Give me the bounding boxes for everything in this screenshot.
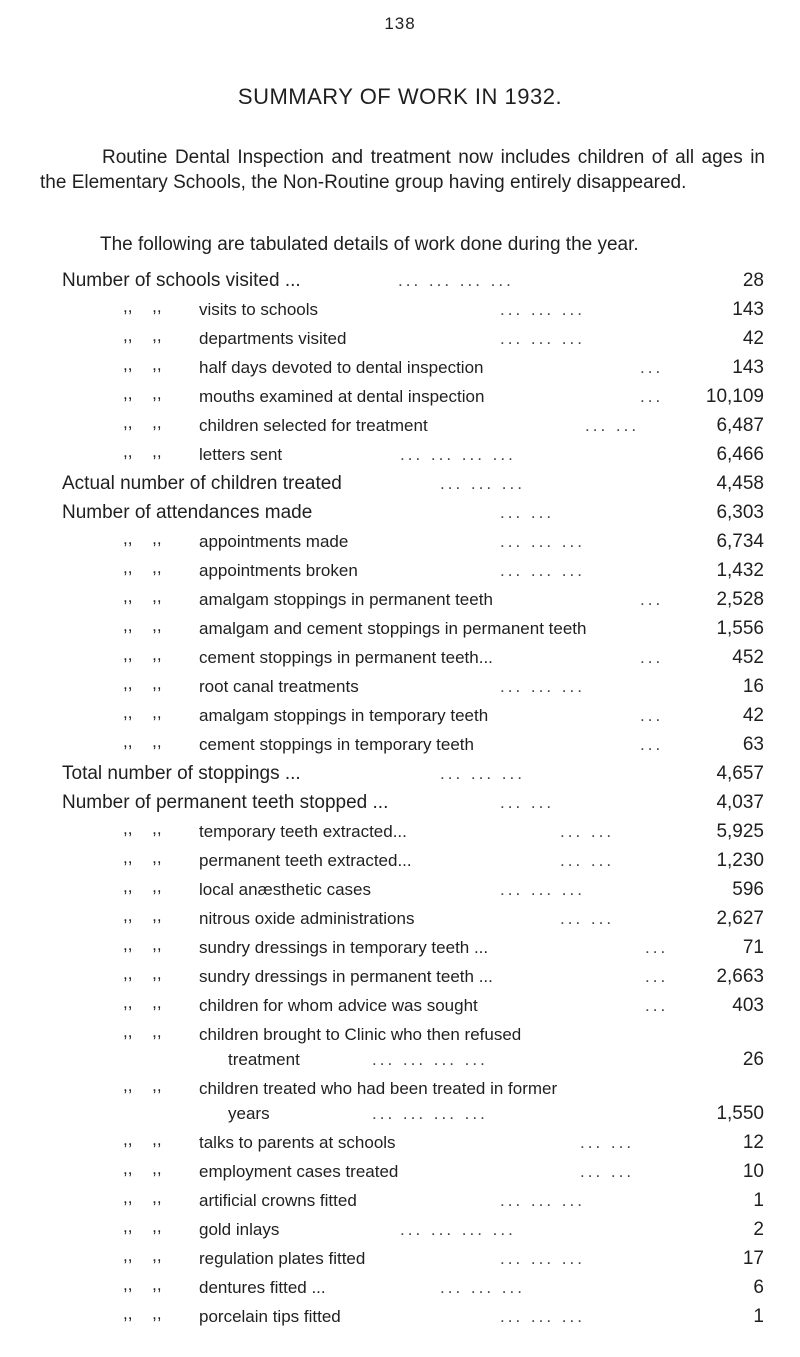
row-leader-dots: ... ... ... ...: [400, 445, 516, 464]
row-value: 6,487: [716, 415, 764, 436]
table-row: [0, 875, 800, 904]
row-value: 1,556: [716, 618, 764, 639]
table-row: [0, 295, 800, 324]
row-value: 1,230: [716, 850, 764, 871]
ditto-mark: ,, ,,: [123, 413, 162, 432]
ditto-mark: ,, ,,: [123, 1076, 162, 1095]
row-leader-dots: ... ... ...: [500, 532, 585, 551]
table-row: [0, 1157, 800, 1186]
row-leader-dots: ... ... ...: [500, 1191, 585, 1210]
row-value: 5,925: [716, 821, 764, 842]
row-label: amalgam and cement stoppings in permanent teeth: [199, 619, 587, 638]
row-leader-dots: ... ... ...: [500, 1307, 585, 1326]
row-leader-dots: ... ...: [560, 822, 615, 841]
ditto-mark: ,, ,,: [123, 674, 162, 693]
row-label: talks to parents at schools: [199, 1133, 396, 1152]
row-leader-dots: ... ... ... ...: [372, 1050, 488, 1069]
row-leader-dots: ... ... ...: [500, 561, 585, 580]
row-value: 596: [732, 879, 764, 900]
table-row: [0, 933, 800, 962]
intro-paragraph: Routine Dental Inspection and treatment now includes children of all ages in the Elementary Schools, the Non-Routine group having entirely disappeared.: [40, 147, 765, 193]
ditto-mark: ,, ,,: [123, 326, 162, 345]
row-label: departments visited: [199, 329, 347, 348]
row-label: children for whom advice was sought: [199, 996, 478, 1015]
work-summary-table: [0, 266, 800, 1331]
row-label: Number of attendances made: [62, 502, 313, 523]
row-label: dentures fitted ...: [199, 1278, 326, 1297]
row-leader-dots: ... ... ... ...: [372, 1104, 488, 1123]
table-row: [0, 440, 800, 469]
row-label: children treated who had been treated in former: [199, 1079, 558, 1098]
ditto-mark: ,, ,,: [123, 616, 162, 635]
row-label: half days devoted to dental inspection: [199, 358, 484, 377]
row-leader-dots: ...: [645, 996, 669, 1015]
row-leader-dots: ... ... ...: [440, 474, 525, 493]
row-label: appointments broken: [199, 561, 358, 580]
row-label: porcelain tips fitted: [199, 1307, 341, 1326]
row-value: 2,627: [716, 908, 764, 929]
ditto-mark: ,, ,,: [123, 819, 162, 838]
table-row: [0, 382, 800, 411]
row-value: 6,466: [716, 444, 764, 465]
row-label: appointments made: [199, 532, 349, 551]
table-row: [0, 1302, 800, 1331]
table-row: [0, 266, 800, 295]
row-label: letters sent: [199, 445, 283, 464]
ditto-mark: ,, ,,: [123, 848, 162, 867]
row-value: 4,657: [716, 763, 764, 784]
row-leader-dots: ... ... ...: [500, 300, 585, 319]
row-label: visits to schools: [199, 300, 319, 319]
row-leader-dots: ... ...: [500, 793, 555, 812]
ditto-mark: ,, ,,: [123, 906, 162, 925]
table-row: [0, 1273, 800, 1302]
row-value: 1,432: [716, 560, 764, 581]
row-label-continuation: treatment: [228, 1050, 300, 1069]
table-row: [0, 556, 800, 585]
table-row: [0, 672, 800, 701]
table-row: [0, 904, 800, 933]
ditto-mark: ,, ,,: [123, 732, 162, 751]
row-value: 6: [753, 1277, 764, 1298]
ditto-mark: ,, ,,: [123, 1159, 162, 1178]
row-label: nitrous oxide administrations: [199, 909, 415, 928]
table-row: [0, 353, 800, 382]
row-value: 17: [742, 1248, 764, 1269]
row-leader-dots: ...: [645, 967, 669, 986]
page-title: SUMMARY OF WORK IN 1932.: [237, 84, 563, 109]
ditto-mark: ,, ,,: [123, 587, 162, 606]
row-value: 143: [732, 299, 764, 320]
ditto-mark: ,, ,,: [123, 297, 162, 316]
ditto-mark: ,, ,,: [123, 558, 162, 577]
page-number: 138: [384, 14, 416, 33]
row-label: children selected for treatment: [199, 416, 428, 435]
row-leader-dots: ...: [640, 590, 664, 609]
row-label: regulation plates fitted: [199, 1249, 366, 1268]
table-row: [0, 759, 800, 788]
row-leader-dots: ... ...: [585, 416, 640, 435]
table-row: [0, 324, 800, 353]
lead-sentence: The following are tabulated details of work done during the year.: [100, 234, 639, 255]
row-leader-dots: ... ... ...: [500, 329, 585, 348]
row-leader-dots: ... ...: [580, 1162, 635, 1181]
row-leader-dots: ... ...: [560, 909, 615, 928]
table-row: [0, 1128, 800, 1157]
table-row: [0, 411, 800, 440]
row-value: 2,528: [716, 589, 764, 610]
table-row: [0, 614, 800, 643]
table-row: [0, 1244, 800, 1273]
row-leader-dots: ... ...: [500, 503, 555, 522]
table-row: [0, 585, 800, 614]
row-leader-dots: ... ... ... ...: [398, 271, 514, 290]
ditto-mark: ,, ,,: [123, 442, 162, 461]
table-row: [0, 991, 800, 1020]
row-value: 16: [742, 676, 764, 697]
row-leader-dots: ...: [640, 358, 664, 377]
row-value: 42: [742, 705, 764, 726]
row-value: 1: [753, 1306, 764, 1327]
ditto-mark: ,, ,,: [123, 645, 162, 664]
row-value: 4,458: [716, 473, 764, 494]
table-row: [0, 1215, 800, 1244]
row-label: amalgam stoppings in temporary teeth: [199, 706, 489, 725]
ditto-mark: ,, ,,: [123, 355, 162, 374]
ditto-mark: ,, ,,: [123, 1304, 162, 1323]
row-label: Number of permanent teeth stopped ...: [62, 792, 389, 813]
table-row: [0, 846, 800, 875]
row-value: 71: [742, 937, 764, 958]
ditto-mark: ,, ,,: [123, 1217, 162, 1236]
row-label: local anæsthetic cases: [199, 880, 371, 899]
row-label: cement stoppings in temporary teeth: [199, 735, 474, 754]
row-value: 63: [742, 734, 764, 755]
row-leader-dots: ... ... ...: [500, 880, 585, 899]
row-label: Actual number of children treated: [62, 473, 342, 494]
row-leader-dots: ... ...: [580, 1133, 635, 1152]
row-label: employment cases treated: [199, 1162, 399, 1181]
ditto-mark: ,, ,,: [123, 703, 162, 722]
row-value: 28: [742, 270, 764, 291]
row-value: 10: [742, 1161, 764, 1182]
row-leader-dots: ...: [640, 648, 664, 667]
ditto-mark: ,, ,,: [123, 1246, 162, 1265]
table-row: [0, 643, 800, 672]
row-label: Number of schools visited ...: [62, 270, 301, 291]
row-value: 12: [742, 1132, 764, 1153]
table-row: [0, 730, 800, 759]
row-leader-dots: ...: [640, 706, 664, 725]
table-row: [0, 962, 800, 991]
row-value: 10,109: [705, 386, 764, 407]
table-row: [0, 788, 800, 817]
table-row: [0, 469, 800, 498]
row-leader-dots: ... ... ...: [440, 1278, 525, 1297]
row-value: 1: [753, 1190, 764, 1211]
row-leader-dots: ... ... ...: [500, 1249, 585, 1268]
row-value: 403: [732, 995, 764, 1016]
ditto-mark: ,, ,,: [123, 964, 162, 983]
table-row: [0, 1020, 800, 1074]
ditto-mark: ,, ,,: [123, 1188, 162, 1207]
row-value: 2: [753, 1219, 764, 1240]
table-row: [0, 701, 800, 730]
ditto-mark: ,, ,,: [123, 384, 162, 403]
row-leader-dots: ... ... ... ...: [400, 1220, 516, 1239]
row-label: mouths examined at dental inspection: [199, 387, 485, 406]
ditto-mark: ,, ,,: [123, 1022, 162, 1041]
row-leader-dots: ... ... ...: [500, 677, 585, 696]
row-value: 42: [742, 328, 764, 349]
row-label: permanent teeth extracted...: [199, 851, 412, 870]
row-label-continuation: years: [228, 1104, 270, 1123]
row-label: gold inlays: [199, 1220, 280, 1239]
ditto-mark: ,, ,,: [123, 1130, 162, 1149]
table-row: [0, 1186, 800, 1215]
row-value: 1,550: [716, 1103, 764, 1124]
row-value: 2,663: [716, 966, 764, 987]
table-row: [0, 498, 800, 527]
table-row: [0, 1074, 800, 1128]
row-leader-dots: ...: [645, 938, 669, 957]
ditto-mark: ,, ,,: [123, 935, 162, 954]
row-value: 4,037: [716, 792, 764, 813]
row-leader-dots: ... ... ...: [440, 764, 525, 783]
row-label: children brought to Clinic who then refused: [199, 1025, 522, 1044]
row-label: amalgam stoppings in permanent teeth: [199, 590, 493, 609]
table-row: [0, 817, 800, 846]
ditto-mark: ,, ,,: [123, 877, 162, 896]
row-value: 143: [732, 357, 764, 378]
row-value: 452: [732, 647, 764, 668]
row-label: sundry dressings in temporary teeth ...: [199, 938, 489, 957]
row-label: Total number of stoppings ...: [62, 763, 301, 784]
row-label: artificial crowns fitted: [199, 1191, 357, 1210]
row-leader-dots: ...: [640, 387, 664, 406]
ditto-mark: ,, ,,: [123, 993, 162, 1012]
row-leader-dots: ... ...: [560, 851, 615, 870]
table-row: [0, 527, 800, 556]
row-leader-dots: ...: [640, 735, 664, 754]
row-label: root canal treatments: [199, 677, 359, 696]
row-label: sundry dressings in permanent teeth ...: [199, 967, 493, 986]
ditto-mark: ,, ,,: [123, 529, 162, 548]
row-value: 26: [742, 1049, 764, 1070]
row-label: cement stoppings in permanent teeth...: [199, 648, 493, 667]
row-label: temporary teeth extracted...: [199, 822, 407, 841]
row-value: 6,734: [716, 531, 764, 552]
ditto-mark: ,, ,,: [123, 1275, 162, 1294]
row-value: 6,303: [716, 502, 764, 523]
